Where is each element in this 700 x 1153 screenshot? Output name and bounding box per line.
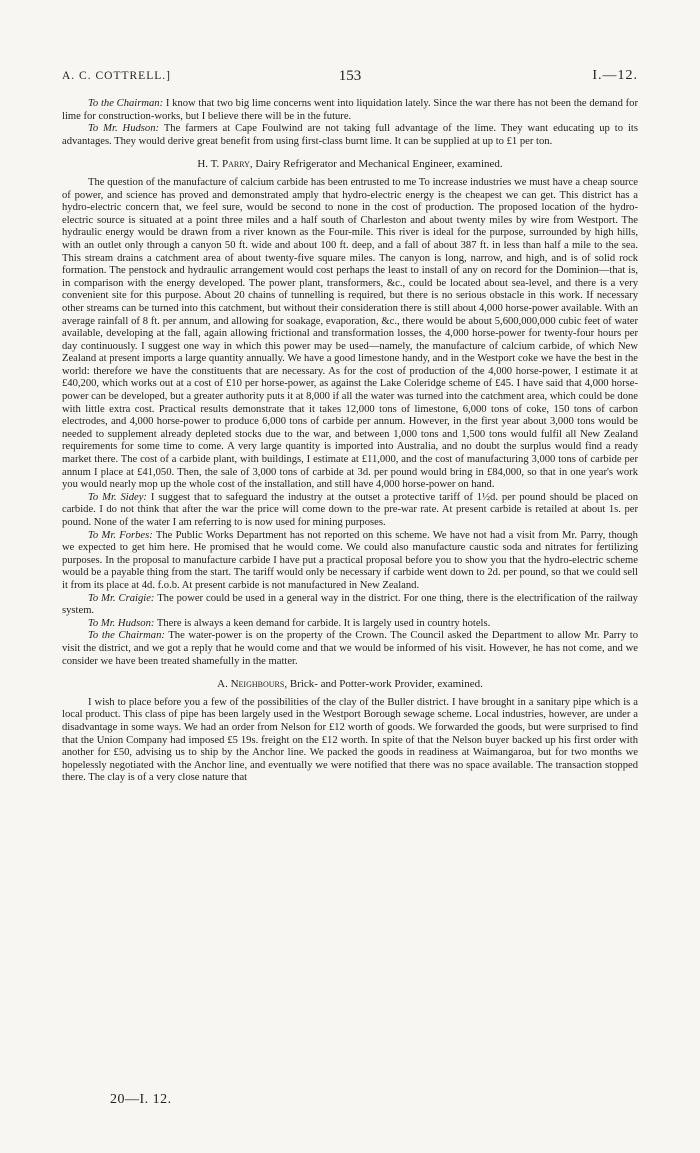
paragraph-text: There is always a keen demand for carbide. It is largely used in country hotels. — [154, 617, 491, 629]
page-body — [62, 98, 638, 785]
paragraph — [62, 593, 638, 618]
witness-surname: Neighbours — [230, 678, 285, 691]
page-number: 153 — [338, 68, 362, 84]
paragraph-text: The power could be used in a general way in the district. For one thing, there is the electrification of the railway system. — [62, 592, 638, 617]
witness-title: , Brick- and Potter-work Provider, examined. — [284, 678, 483, 691]
page-header — [62, 70, 638, 92]
witness-heading — [62, 678, 638, 691]
paragraph — [62, 98, 638, 123]
paragraph — [62, 618, 638, 631]
paragraph — [62, 492, 638, 530]
witness-heading — [62, 158, 638, 171]
witness-initials: H. T. — [197, 158, 222, 171]
signature-mark: 20—I. 12. — [110, 1092, 172, 1107]
paragraph-text: I suggest that to safeguard the industry at the outset a protective tariff of 1½d. per pound should be placed on carbide. I do not think that after the war the price will come down to the pre-war rate. At present carbide is retailed at about 1s. per pound. None of the water I am referring to is now used for mining purposes. — [62, 491, 638, 528]
speaker: To Mr. Forbes: — [88, 529, 153, 541]
paragraph: The question of the manufacture of calcium carbide has been entrusted to me To increase industries we must have a cheap source of power, and science has proved and demonstrated amply that hydro-electric energy is the cheapest we can get. This district has a hydro-electric concern that, we feel sure, would be second to none in the cost of production. The proposed location of the hydro-electric source is situated at a point three miles and a half south of Charleston and about twenty miles by wire from Westport. The hydraulic energy would be drawn from a river known as the Four-mile. This river is ideal for the purpose, surrounded by high hills, with an outlet only through a canyon 50 ft. wide and about 100 ft. deep, and a fall of about 387 ft. in less than half a mile to the sea. This stream drains a catchment area of about twenty-five square miles. The canyon is long, narrow, and high, and is of solid rock formation. The penstock and hydraulic arrangement would cost perhaps the least to install of any on record for the Dominion—that is, in comparison with the energy developed. The power plant, transformers, &c., could be located about sea-level, and there is a very convenient site for this purpose. About 20 chains of tunnelling is required, but there is no serious obstacle in this work. If necessary other streams can be turned into this catchment, but without their consideration there is still about 4,000 horse-power available. With an average rainfall of 8 ft. per annum, and allowing for soakage, evaporation, &c., there would be about 5,600,000,000 cubic feet of water available, developing at the fall, again allowing frictional and transformation losses, the 4,000 horse-power for twenty-four hours per day continuously. I suggest one way in which this power may be used—namely, the manufacture of calcium carbide, of which New Zealand at present imports a large quantity annually. We have a good limestone handy, and in the Westport coke we have the best in the world: therefore we have the constituents that are necessary. As for the cost of production of the 4,000 horse-power, I estimate it at £40,200, which works out at a cost of £10 per horse-power, as against the Lake Coleridge scheme of £45. I have said that 4,000 horse-power can be developed, but a greater authority puts it at 8,000 if all the water was turned into the catchment area, which could be done with little extra cost. Practical results demonstrate that it takes 12,000 tons of limestone, 6,000 tons of coke, 150 tons of carbon electrodes, and 4,000 horse-power to produce 6,000 tons of carbide per annum. However, in the first year about 3,000 tons would be needed to supplement already depleted stocks due to the war, and between 1,000 tons and 1,500 tons would fulfil all New Zealand requirements for some time to come. A very large quantity is imported into Australia, and no doubt the surplus would find a ready market there. The cost of a carbide plant, with buildings, I estimate at £11,000, and the cost of manufacturing 3,000 tons of carbide per annum I place at £41,050. Then, the sale of 3,000 tons of carbide at 3d. per pound would bring in £84,000, so that in one year's work you would nearly mop up the whole cost of the installation, and still have 4,000 horse-power on hand. — [62, 176, 638, 491]
witness-surname: Parry — [221, 158, 250, 171]
paragraph-text: The farmers at Cape Foulwind are not taking full advantage of the lime. They want educating up to its advantages. They would derive great benefit from using first-class burnt lime. It can be supplied at up to £1 per ton. — [62, 123, 638, 147]
speaker: To Mr. Sidey: — [88, 491, 147, 503]
witness-initials: A. — [217, 678, 231, 691]
witness-title: , Dairy Refrigerator and Mechanical Engineer, examined. — [249, 158, 503, 171]
paragraph: I wish to place before you a few of the possibilities of the clay of the Buller district. I have brought in a sanitary pipe which is a local product. This class of pipe has been largely used in the Westport Borough sewage scheme. Local industries, however, are under a disadvantage in some ways. We had an order from Nelson for £12 worth of goods. We forwarded the goods, but were surprised to find that the Union Company had imposed £5 19s. freight on the £12 worth. In spite of that the Nelson buyer backed up his first order with another for £50, advising us to ship by the Anchor line. We packed the goods in readiness at Waimangaroa, but for two months we hopelessly negotiated with the Anchor line, and eventually we were notified that there was no space available. The transaction stopped there. The clay is of a very close nature that — [62, 696, 638, 784]
paragraph — [62, 530, 638, 593]
speaker: To the Chairman: — [88, 630, 165, 642]
speaker: To the Chairman: — [88, 98, 164, 109]
speaker: To Mr. Craigie: — [88, 592, 155, 604]
document-reference: I.—12. — [592, 68, 638, 83]
speaker: To Mr. Hudson: — [88, 123, 160, 135]
paragraph-text: The Public Works Department has not reported on this scheme. We have not had a visit from Mr. Parry, though we expected to get him here. He promised that he would come. We could also manufacture caustic soda and nitrates for fertilizing purposes. In the proposal to manufacture carbide I have put a practical proposal before you to show you that the hydro-electric scheme would be a payable thing from the start. The tariff would only be necessary if carbide went down to 2d. per pound, so that we could sell it from its place at 4d. f.o.b. At present carbide is not manufactured in New Zealand. — [62, 529, 638, 591]
paragraph — [62, 630, 638, 668]
paragraph-text: The water-power is on the property of the Crown. The Council asked the Department to allow Mr. Parry to visit the district, and we got a reply that he would come and that we would be informed of his visit. However, he has not come, and we consider we have been treated shamefully in the matter. — [62, 630, 638, 667]
header-witness-name: A. C. COTTRELL.] — [62, 70, 171, 82]
paragraph-text: I know that two big lime concerns went into liquidation lately. Since the war there has not been the demand for lime for construction-works, but I believe there will be in the future. — [62, 98, 638, 122]
paragraph — [62, 123, 638, 148]
speaker: To Mr. Hudson: — [88, 617, 155, 629]
